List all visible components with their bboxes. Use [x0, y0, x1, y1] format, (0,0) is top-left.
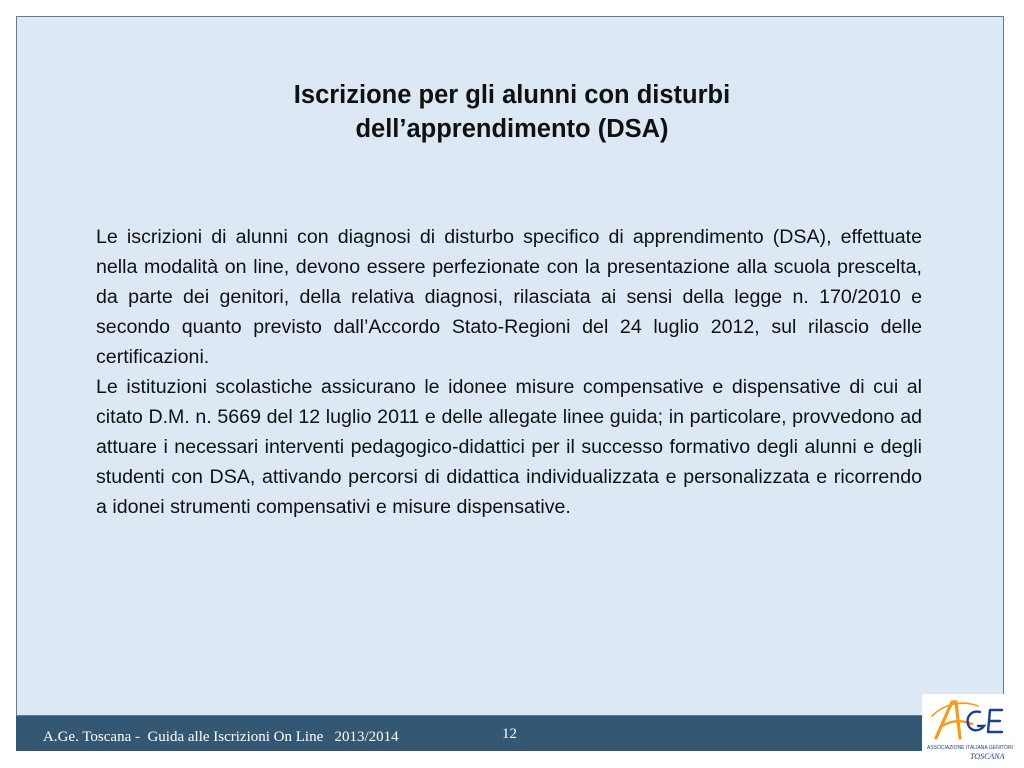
age-logo-mark-icon	[922, 694, 1014, 744]
slide-body	[96, 222, 922, 522]
body-paragraph-1: Le iscrizioni di alunni con diagnosi di disturbo specifico di apprendimento (DSA), effettuate nella modalità on line, devono essere perfezionate con la presentazione alla scuola prescelta, da parte dei genitori, della relativa diagnosi, rilasciata ai sensi della legge n. 170/2010 e secondo quanto previsto dall’Accordo Stato-Regioni del 24 luglio 2012, sul rilascio delle certificazioni.	[96, 226, 922, 368]
slide-title-line-1: Iscrizione per gli alunni con disturbi	[293, 81, 731, 109]
footer-text: A.Ge. Toscana - Guida alle Iscrizioni On Line 2013/2014	[43, 729, 399, 745]
logo-region: TOSCANA	[970, 752, 1005, 761]
slide-title	[0, 78, 1024, 146]
slide-title-line-2: dell’apprendimento (DSA)	[355, 115, 669, 143]
page-number: 12	[502, 726, 517, 742]
body-paragraph-2: Le istituzioni scolastiche assicurano le idonee misure compensative e dispensative di cui al citato D.M. n. 5669 del 12 luglio 2011 e delle allegate linee guida; in particolare, provvedono ad attuare i necessari interventi pedagogico-didattici per il successo formativo degli alunni e degli studenti con DSA, attivando percorsi di didattica individualizzata e personalizzata e ricorrendo a idonei strumenti compensativi e misure dispensative.	[96, 376, 922, 518]
logo-caption: ASSOCIAZIONE ITALIANA GENITORI	[927, 745, 1013, 751]
